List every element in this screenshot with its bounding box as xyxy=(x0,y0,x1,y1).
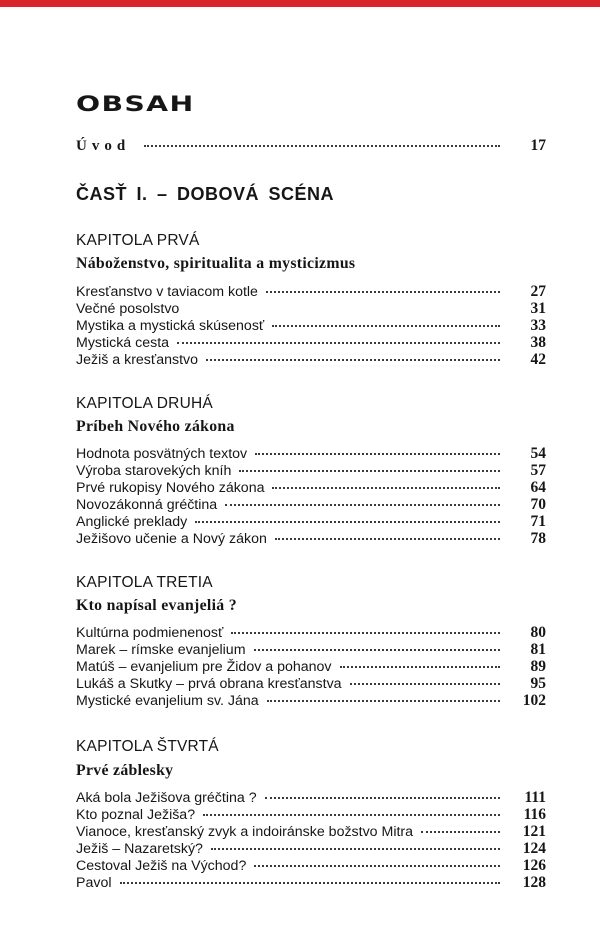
leader-dots xyxy=(239,470,500,472)
toc-entry-page: 42 xyxy=(530,351,546,368)
toc-entry[interactable] xyxy=(76,624,546,642)
toc-entry-page: 27 xyxy=(530,283,546,300)
page-title: OBSAH xyxy=(76,92,195,116)
toc-entry-title: Večné posolstvo xyxy=(76,301,180,317)
leader-dots xyxy=(187,308,500,310)
toc-entry[interactable] xyxy=(76,283,546,301)
toc-entry-page: 124 xyxy=(522,840,546,857)
leader-dots xyxy=(421,831,500,833)
toc-entry-page: 126 xyxy=(522,857,546,874)
toc-entry-page: 102 xyxy=(522,692,546,709)
toc-entry[interactable] xyxy=(76,874,546,892)
toc-entry-page: 33 xyxy=(530,317,546,334)
toc-entry-page: 116 xyxy=(523,806,546,823)
leader-dots xyxy=(254,649,500,651)
toc-entry[interactable] xyxy=(76,351,546,369)
toc-entry-page: 89 xyxy=(530,658,546,675)
leader-dots xyxy=(195,521,500,523)
toc-entry[interactable] xyxy=(76,806,546,824)
chapter-label: KAPITOLA ŠTVRTÁ xyxy=(76,738,219,755)
leader-dots xyxy=(272,325,500,327)
toc-entry-title: Kto poznal Ježiša? xyxy=(76,807,196,823)
toc-entry-title: Prvé rukopisy Nového zákona xyxy=(76,480,265,496)
leader-dots xyxy=(272,487,500,489)
part-heading: ČASŤ I. – DOBOVÁ SCÉNA xyxy=(76,184,335,204)
toc-entry[interactable] xyxy=(76,462,546,480)
toc-entry-page: 54 xyxy=(530,445,546,462)
toc-entry-title: Ježiš a kresťanstvo xyxy=(76,352,199,368)
toc-entry-title: Hodnota posvätných textov xyxy=(76,446,248,462)
leader-dots xyxy=(177,342,500,344)
toc-entry-page: 17 xyxy=(530,137,546,154)
leader-dots xyxy=(267,700,500,702)
toc-entry-title: Výroba starovekých kníh xyxy=(76,463,232,479)
chapter-label: KAPITOLA PRVÁ xyxy=(76,232,200,249)
toc-entry[interactable] xyxy=(76,789,546,807)
toc-entry-title: Vianoce, kresťanský zvyk a indoiránske božstvo Mitra xyxy=(76,824,414,840)
leader-dots xyxy=(350,683,500,685)
toc-entry-title: Anglické preklady xyxy=(76,514,188,530)
toc-entry[interactable] xyxy=(76,479,546,497)
toc-entry[interactable] xyxy=(76,641,546,659)
toc-entry[interactable] xyxy=(76,823,546,841)
top-red-border xyxy=(0,0,600,7)
toc-entry-page: 31 xyxy=(530,300,546,317)
toc-entry[interactable] xyxy=(76,840,546,858)
leader-dots xyxy=(203,814,500,816)
chapter-label: KAPITOLA TRETIA xyxy=(76,574,213,591)
toc-entry-title: Cestoval Ježiš na Východ? xyxy=(76,858,247,874)
leader-dots xyxy=(340,666,500,668)
toc-entry[interactable] xyxy=(76,300,546,318)
toc-entry-page: 57 xyxy=(530,462,546,479)
leader-dots xyxy=(231,632,500,634)
toc-entry-page: 111 xyxy=(524,789,546,806)
leader-dots xyxy=(120,882,501,884)
toc-entry[interactable] xyxy=(76,334,546,352)
chapter-title: Príbeh Nového zákona xyxy=(76,418,235,435)
leader-dots xyxy=(144,145,500,147)
toc-entry[interactable] xyxy=(76,857,546,875)
toc-entry-page: 95 xyxy=(530,675,546,692)
chapter-title: Kto napísal evanjeliá ? xyxy=(76,597,237,614)
leader-dots xyxy=(225,504,500,506)
toc-entry[interactable] xyxy=(76,445,546,463)
toc-entry-title: Matúš – evanjelium pre Židov a pohanov xyxy=(76,659,332,675)
leader-dots xyxy=(275,538,500,540)
toc-entry[interactable] xyxy=(76,496,546,514)
toc-entry-intro[interactable] xyxy=(76,137,546,155)
leader-dots xyxy=(254,865,500,867)
toc-entry-title: Ježiš – Nazaretský? xyxy=(76,841,203,857)
toc-entry-page: 128 xyxy=(522,874,546,891)
toc-entry-title: Aká bola Ježišova gréčtina ? xyxy=(76,790,257,806)
toc-entry[interactable] xyxy=(76,530,546,548)
toc-entry-page: 71 xyxy=(530,513,546,530)
toc-entry[interactable] xyxy=(76,513,546,531)
toc-entry-title: Novozákonná gréčtina xyxy=(76,497,218,513)
toc-entry-title: Mystické evanjelium sv. Jána xyxy=(76,693,259,709)
toc-entry-title: Lukáš a Skutky – prvá obrana kresťanstva xyxy=(76,676,342,692)
toc-entry-page: 121 xyxy=(522,823,546,840)
leader-dots xyxy=(206,359,500,361)
toc-entry-page: 38 xyxy=(530,334,546,351)
toc-entry-title: Kultúrna podmienenosť xyxy=(76,625,224,641)
toc-entry[interactable] xyxy=(76,317,546,335)
toc-entry-title: Marek – rímske evanjelium xyxy=(76,642,246,658)
toc-entry[interactable] xyxy=(76,692,546,710)
chapter-title: Náboženstvo, spiritualita a mysticizmus xyxy=(76,255,356,272)
toc-entry[interactable] xyxy=(76,675,546,693)
toc-entry-title: Pavol xyxy=(76,875,112,891)
toc-entry-title: Ježišovo učenie a Nový zákon xyxy=(76,531,267,547)
toc-entry-title: Mystika a mystická skúsenosť xyxy=(76,318,265,334)
toc-entry-page: 80 xyxy=(530,624,546,641)
leader-dots xyxy=(255,453,500,455)
toc-entry-page: 64 xyxy=(530,479,546,496)
chapter-title: Prvé záblesky xyxy=(76,762,174,779)
chapter-label: KAPITOLA DRUHÁ xyxy=(76,395,213,412)
leader-dots xyxy=(266,291,500,293)
toc-entry-page: 78 xyxy=(530,530,546,547)
leader-dots xyxy=(265,797,500,799)
toc-entry-title: Úvod xyxy=(76,138,131,154)
toc-entry-page: 81 xyxy=(530,641,546,658)
toc-entry-page: 70 xyxy=(530,496,546,513)
toc-entry-title: Mystická cesta xyxy=(76,335,170,351)
leader-dots xyxy=(211,848,500,850)
toc-entry[interactable] xyxy=(76,658,546,676)
toc-entry-title: Kresťanstvo v taviacom kotle xyxy=(76,284,258,300)
